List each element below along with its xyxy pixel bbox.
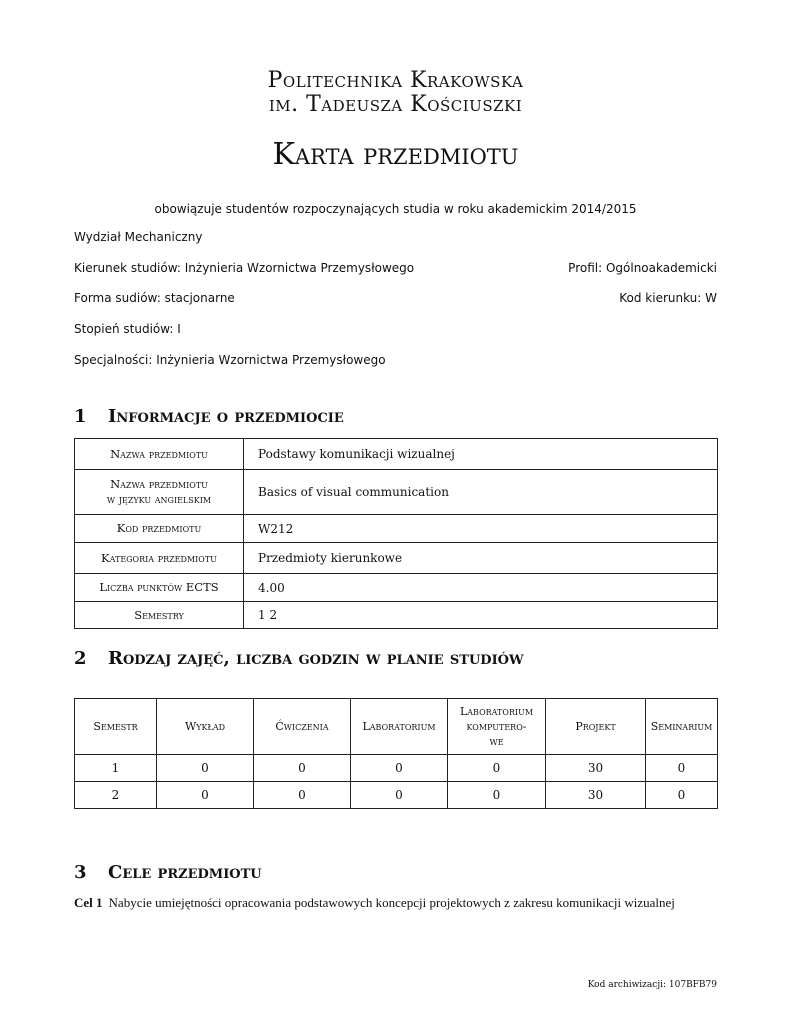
row-label-line: Nazwa przedmiotu (110, 477, 208, 491)
course-info-table (74, 438, 718, 629)
document-title: Karta przedmiotu (272, 137, 519, 172)
row-value: W212 (244, 515, 718, 543)
table-row (75, 755, 718, 782)
goal-text: Nabycie umiejętności opracowania podstawowych koncepcji projektowych z zakresu komunikacji wizualnej (108, 895, 675, 910)
header-line: we (489, 735, 504, 748)
section-1-heading (74, 406, 344, 427)
goal-label: Cel 1 (74, 895, 103, 910)
study-form: Forma sudiów: stacjonarne (74, 291, 235, 305)
cell: 1 (75, 755, 157, 782)
cell: 0 (157, 755, 254, 782)
field-code: Kod kierunku: W (619, 291, 717, 305)
cell: 30 (546, 782, 646, 809)
cell: 0 (646, 782, 718, 809)
cell: 0 (448, 755, 546, 782)
row-value: 1 2 (244, 602, 718, 629)
row-label: Semestry (75, 602, 244, 629)
section-2-heading (74, 648, 524, 669)
cell: 2 (75, 782, 157, 809)
section-number: 1 (74, 406, 87, 427)
section-number: 3 (74, 862, 87, 883)
header-line: komputero- (466, 720, 527, 733)
study-degree: Stopień studiów: I (74, 322, 181, 336)
table-row (75, 782, 718, 809)
study-profile: Profil: Ogólnoakademicki (568, 261, 717, 275)
header-semester: Semestr (75, 699, 157, 755)
row-label: Liczba punktów ECTS (75, 574, 244, 602)
specialty: Specjalności: Inżynieria Wzornictwa Przemysłowego (74, 353, 386, 367)
row-label: Nazwa przedmiotu (75, 439, 244, 470)
row-label (75, 470, 244, 515)
section-title: Rodzaj zajęć, liczba godzin w planie studiów (108, 648, 524, 669)
section-3-heading (74, 862, 262, 883)
validity-note: obowiązuje studentów rozpoczynających studia w roku akademickim 2014/2015 (154, 202, 637, 216)
header-exercises: Ćwiczenia (254, 699, 351, 755)
table-row (75, 470, 718, 515)
university-patron: im. Tadeusza Kościuszki (268, 92, 523, 117)
header-computer-lab (448, 699, 546, 755)
row-value: Podstawy komunikacji wizualnej (244, 439, 718, 470)
table-row (75, 515, 718, 543)
cell: 0 (448, 782, 546, 809)
header-seminar: Seminarium (646, 699, 718, 755)
cell: 0 (157, 782, 254, 809)
section-title: Cele przedmiotu (108, 862, 262, 883)
header-line: Laboratorium (459, 705, 534, 718)
row-value: Basics of visual communication (244, 470, 718, 515)
cell: 0 (254, 755, 351, 782)
row-label: Kategoria przedmiotu (75, 543, 244, 574)
table-row (75, 439, 718, 470)
row-value: 4.00 (244, 574, 718, 602)
section-title: Informacje o przedmiocie (108, 406, 344, 427)
faculty: Wydział Mechaniczny (74, 230, 203, 244)
header-lecture: Wykład (157, 699, 254, 755)
row-label: Kod przedmiotu (75, 515, 244, 543)
table-row (75, 574, 718, 602)
header-project: Projekt (546, 699, 646, 755)
table-row (75, 543, 718, 574)
cell: 0 (254, 782, 351, 809)
archive-code: Kod archiwizacji: 107BFB79 (587, 980, 717, 990)
university-name: Politechnika Krakowska (267, 68, 524, 93)
cell: 0 (351, 782, 448, 809)
table-header-row (75, 699, 718, 755)
table-row (75, 602, 718, 629)
section-number: 2 (74, 648, 87, 669)
cell: 0 (646, 755, 718, 782)
field-of-study: Kierunek studiów: Inżynieria Wzornictwa Przemysłowego (74, 261, 415, 275)
row-label-line: w języku angielskim (106, 492, 212, 506)
goal-item (74, 895, 675, 911)
hours-table (74, 698, 718, 809)
cell: 30 (546, 755, 646, 782)
cell: 0 (351, 755, 448, 782)
row-value: Przedmioty kierunkowe (244, 543, 718, 574)
header-laboratory: Laboratorium (351, 699, 448, 755)
